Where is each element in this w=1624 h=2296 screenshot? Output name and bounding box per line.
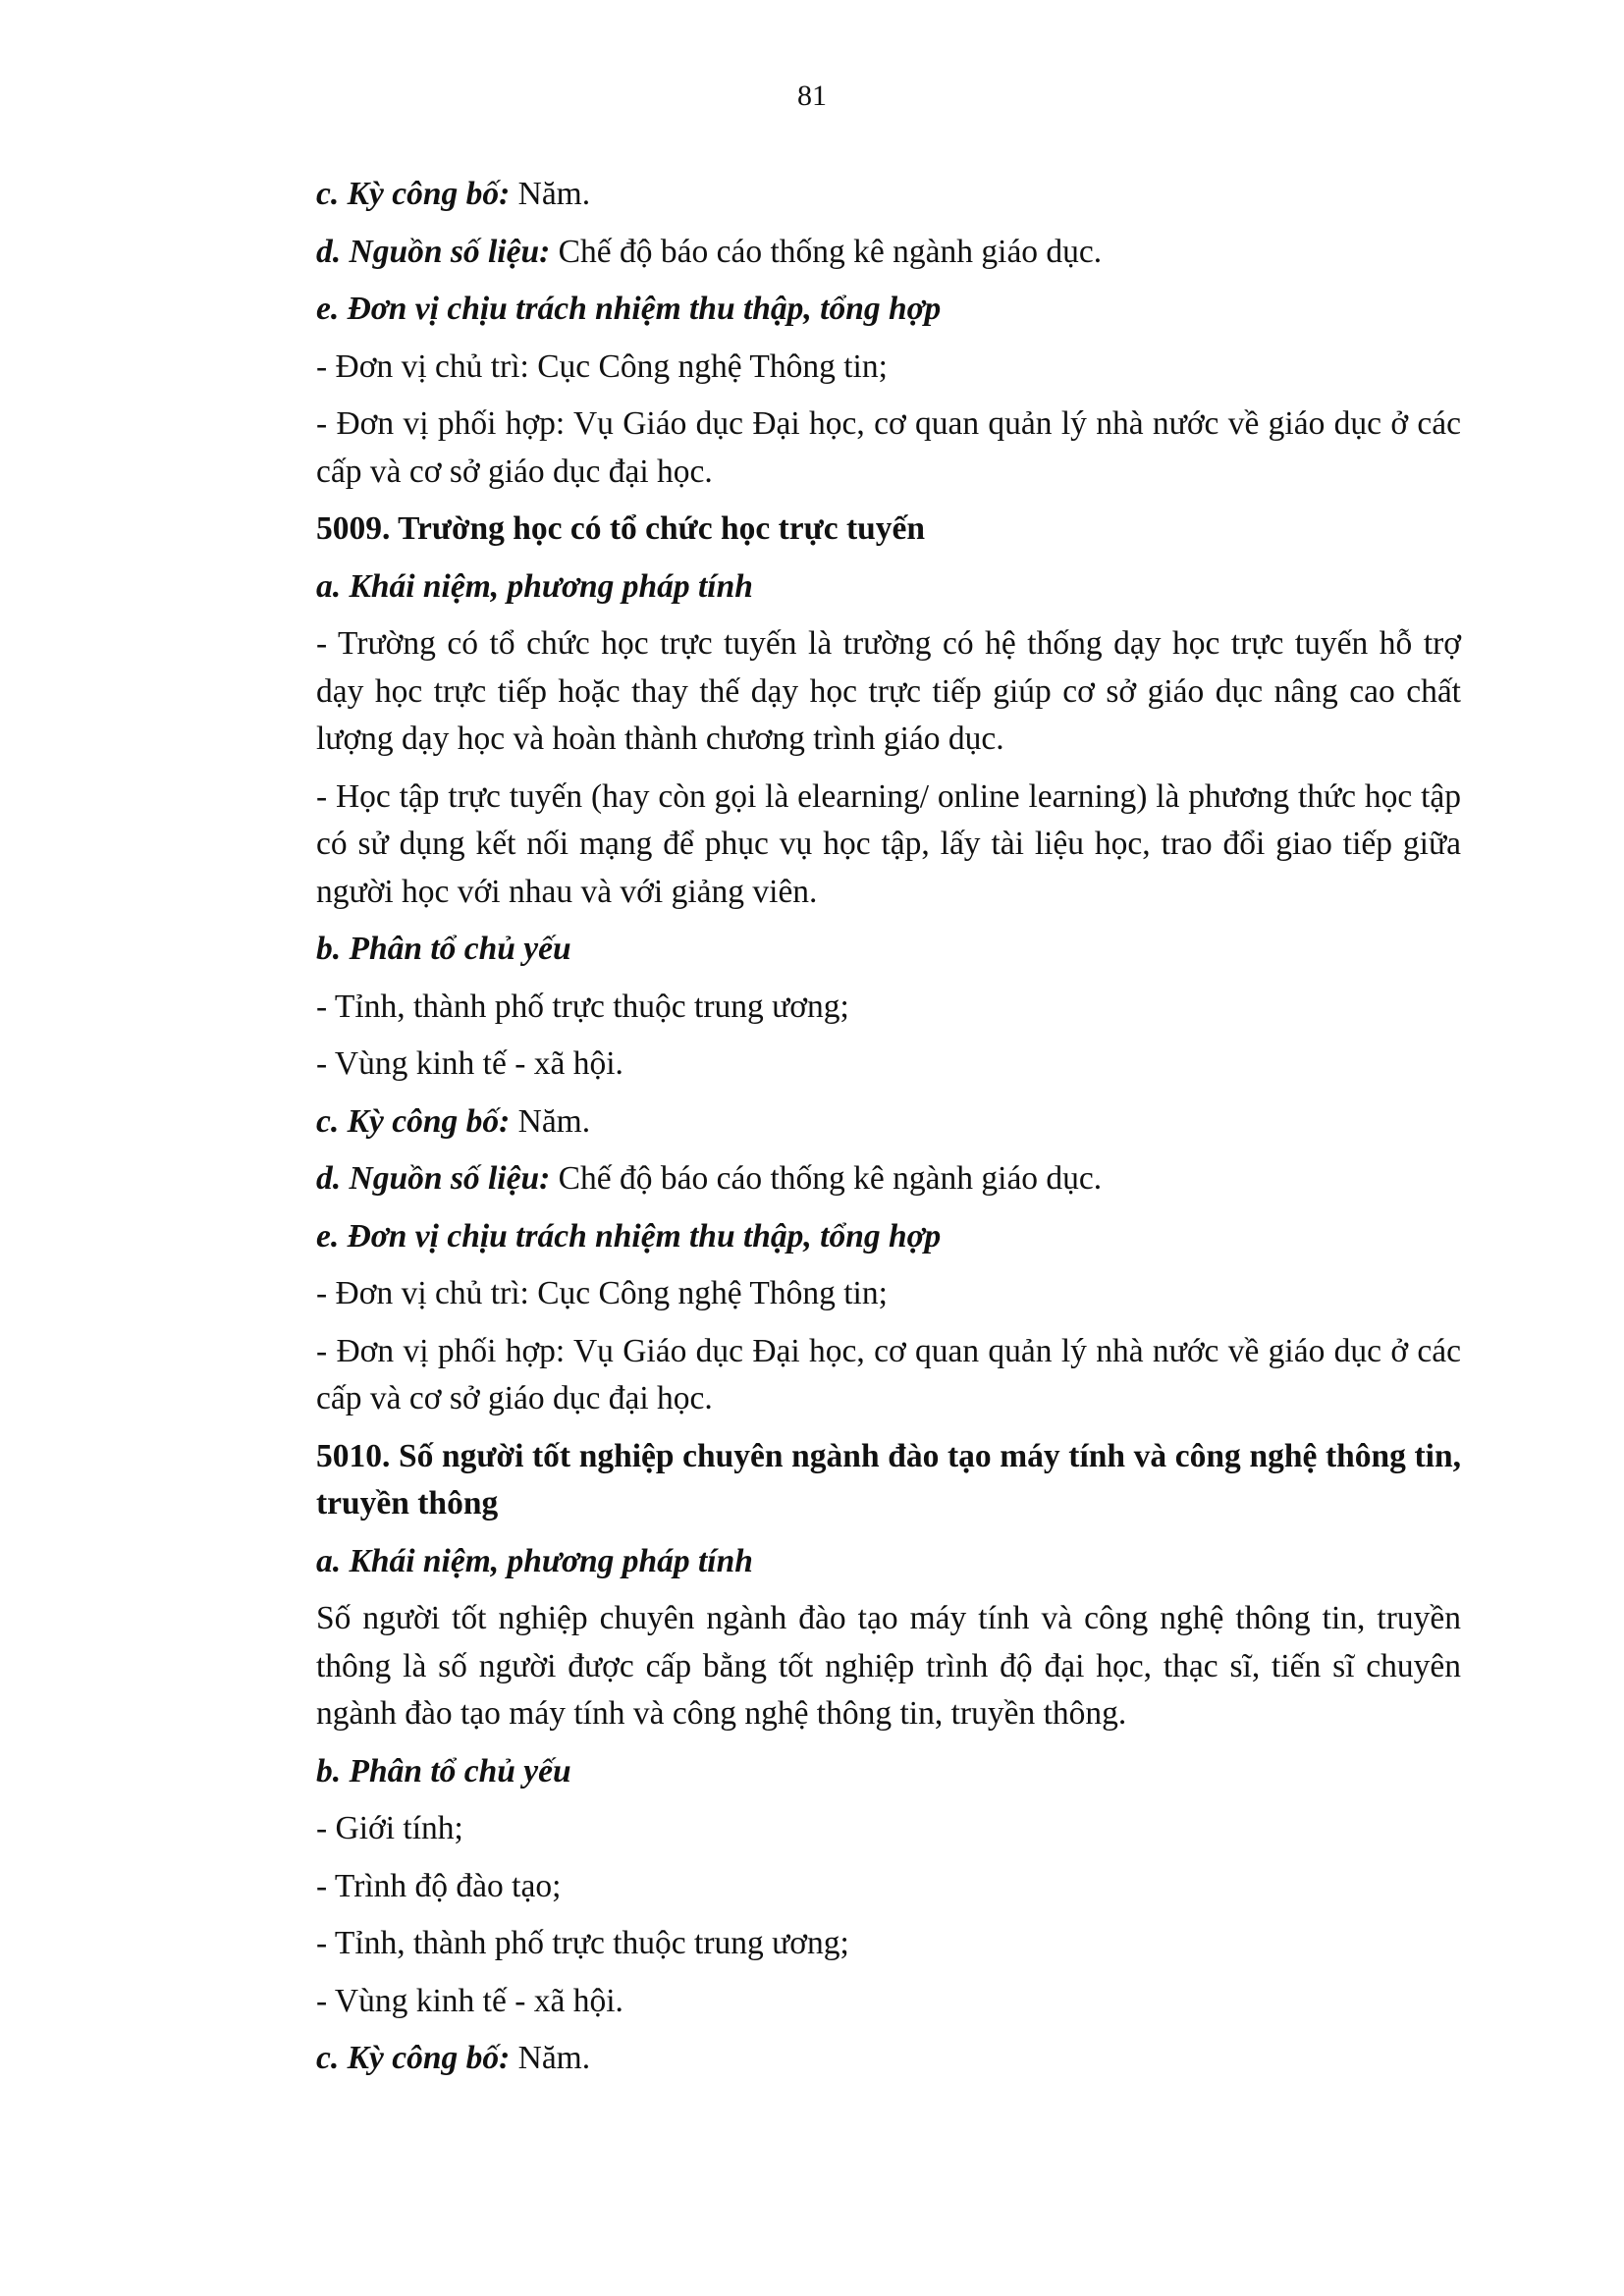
field-label: e. Đơn vị chịu trách nhiệm thu thập, tổng hợp	[316, 291, 942, 327]
field-value: Năm.	[510, 1102, 591, 1140]
lead-unit: - Đơn vị chủ trì: Cục Công nghệ Thông tin;	[316, 347, 888, 385]
definition-paragraph: Số người tốt nghiệp chuyên ngành đào tạo máy tính và công nghệ thông tin, truyền thông là số người được cấp bằng tốt nghiệp trình độ đại học, thạc sĩ, tiến sĩ chuyên ngành đào tạo máy tính và công nghệ thông tin, truyền thông.	[316, 1600, 1461, 1732]
responsible-unit-heading	[218, 286, 1461, 334]
field-label: e. Đơn vị chịu trách nhiệm thu thập, tổng hợp	[316, 1217, 942, 1255]
field-value: Năm.	[510, 2040, 591, 2076]
field-label: b. Phân tổ chủ yếu	[316, 1752, 571, 1789]
field-label: c. Kỳ công bố:	[316, 2040, 511, 2076]
field-label: d. Nguồn số liệu:	[316, 1160, 551, 1197]
list-item: - Giới tính;	[316, 1810, 463, 1846]
coordinating-unit: - Đơn vị phối hợp: Vụ Giáo dục Đại học, cơ quan quản lý nhà nước về giáo dục ở các cấp và cơ sở giáo dục đại học.	[316, 405, 1461, 490]
classification-heading	[218, 926, 1461, 974]
field-value: Chế độ báo cáo thống kê ngành giáo dục.	[550, 233, 1103, 270]
list-item: - Vùng kinh tế - xã hội.	[316, 1982, 623, 2019]
coordinating-unit: - Đơn vị phối hợp: Vụ Giáo dục Đại học, cơ quan quản lý nhà nước về giáo dục ở các cấp và cơ sở giáo dục đại học.	[316, 1332, 1461, 1416]
list-item: - Tỉnh, thành phố trực thuộc trung ương;	[316, 988, 849, 1025]
publication-period	[218, 171, 1461, 219]
document-body	[218, 171, 1461, 2093]
field-label: b. Phân tổ chủ yếu	[316, 931, 571, 967]
lead-unit: - Đơn vị chủ trì: Cục Công nghệ Thông tin;	[316, 1275, 888, 1311]
list-item: - Trình độ đào tạo;	[316, 1867, 562, 1904]
field-label: c. Kỳ công bố:	[316, 176, 511, 212]
list-item: - Tỉnh, thành phố trực thuộc trung ương;	[316, 1925, 849, 1961]
concept-heading	[218, 1538, 1461, 1586]
definition-paragraph: - Học tập trực tuyến (hay còn gọi là elearning/ online learning) là phương thức học tập có sử dụng kết nối mạng để phục vụ học tập, lấy tài liệu học, trao đổi giao tiếp giữa người học với nhau và với giảng viên.	[316, 777, 1461, 910]
field-value: Chế độ báo cáo thống kê ngành giáo dục.	[550, 1160, 1103, 1197]
definition-paragraph: - Trường có tổ chức học trực tuyến là trường có hệ thống dạy học trực tuyến hỗ trợ dạy học trực tiếp hoặc thay thế dạy học trực tiếp giúp cơ sở giáo dục nâng cao chất lượng dạy học và hoàn thành chương trình giáo dục.	[316, 625, 1461, 757]
field-value: Năm.	[510, 176, 591, 212]
classification-heading	[218, 1748, 1461, 1796]
data-source	[218, 229, 1461, 277]
section-heading-5010: 5010. Số người tốt nghiệp chuyên ngành đào tạo máy tính và công nghệ thông tin, truyền thông	[316, 1437, 1461, 1522]
field-label: d. Nguồn số liệu:	[316, 233, 551, 270]
page-number: 81	[797, 80, 827, 112]
section-heading-5009: 5009. Trường học có tổ chức học trực tuyến	[316, 510, 926, 547]
list-item: - Vùng kinh tế - xã hội.	[316, 1045, 623, 1082]
concept-heading	[218, 563, 1461, 612]
publication-period	[218, 2035, 1461, 2083]
field-label: a. Khái niệm, phương pháp tính	[316, 567, 753, 605]
responsible-unit-heading	[218, 1213, 1461, 1261]
field-label: a. Khái niệm, phương pháp tính	[316, 1542, 753, 1579]
publication-period	[218, 1098, 1461, 1147]
data-source	[218, 1155, 1461, 1203]
field-label: c. Kỳ công bố:	[316, 1102, 511, 1140]
